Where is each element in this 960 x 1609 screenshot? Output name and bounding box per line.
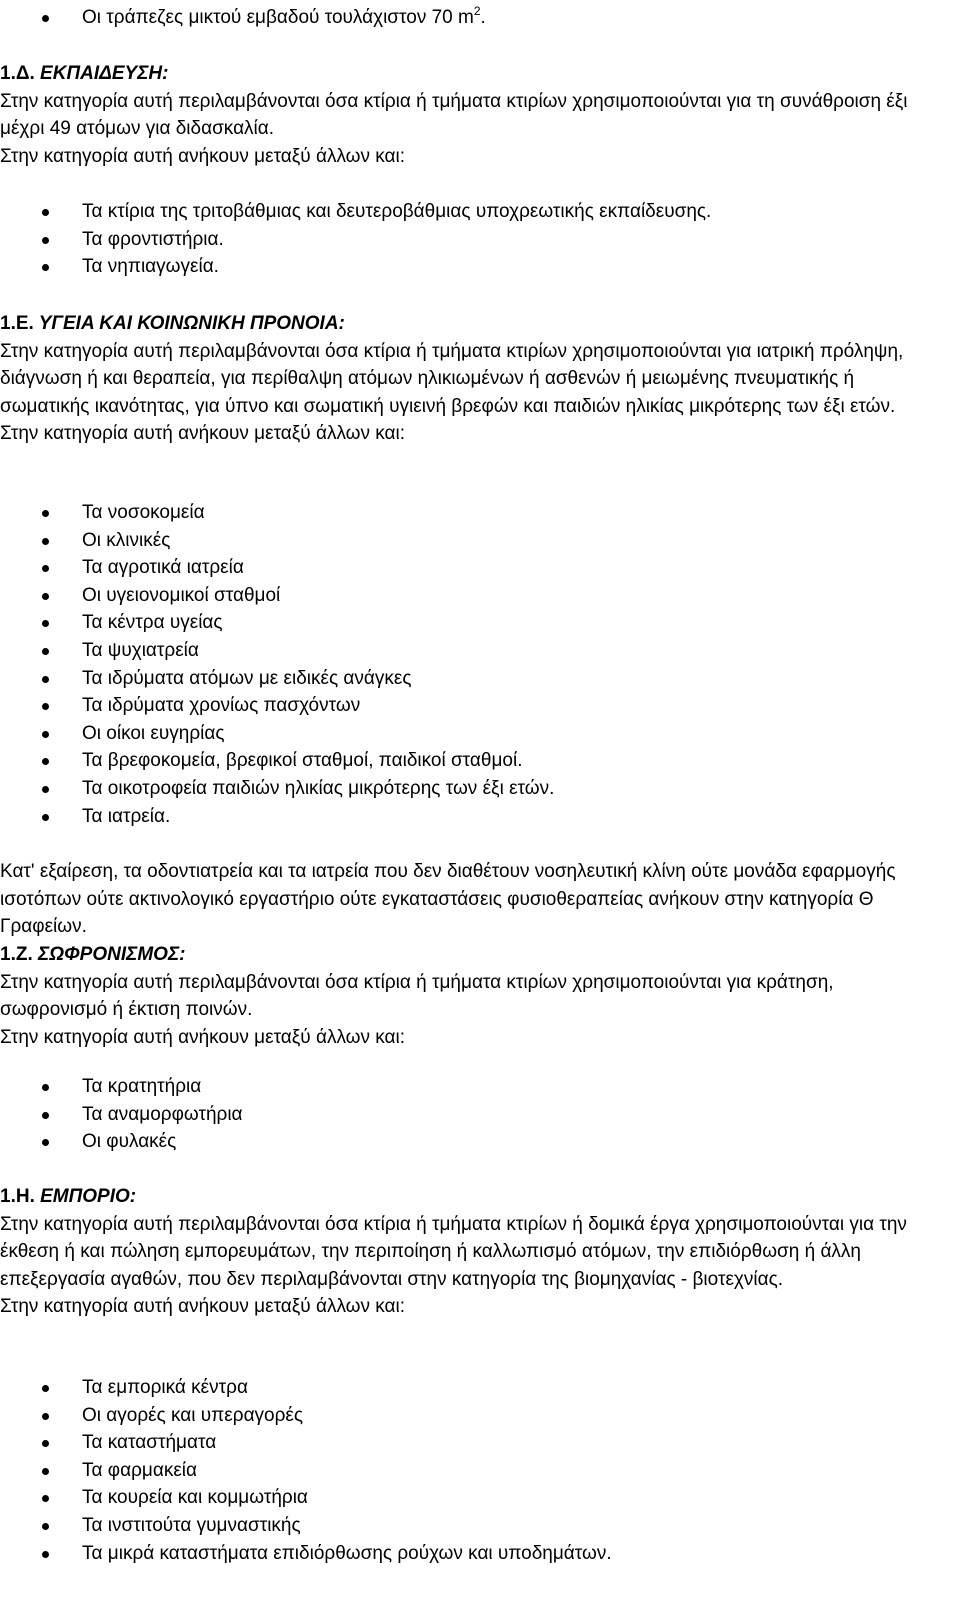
- section-description: Στην κατηγορία αυτή περιλαμβάνονται όσα κτίρια ή τμήματα κτιρίων χρησιμοποιούνται για τη συνάθροιση έξι μέχρι 49 ατόμων για διδασκαλία.: [0, 90, 908, 140]
- list-item-text: Τα ινστιτούτα γυμναστικής: [82, 1514, 301, 1536]
- bullet-icon: [42, 814, 49, 821]
- section-education-list: [0, 198, 930, 281]
- list-item: [0, 637, 930, 665]
- section-corrections-list: [0, 1073, 930, 1156]
- list-item: [0, 554, 930, 582]
- section-heading: 1.Ε. ΥΓΕΙΑ ΚΑΙ ΚΟΙΝΩΝΙΚΗ ΠΡΟΝΟΙΑ:: [0, 313, 345, 334]
- list-item-text: Οι φυλακές: [82, 1131, 177, 1153]
- section-intro: Στην κατηγορία αυτή ανήκουν μεταξύ άλλων και:: [0, 1026, 406, 1048]
- bullet-icon: [42, 538, 49, 545]
- section-commerce-list: [0, 1374, 930, 1567]
- list-item: [0, 527, 930, 555]
- list-item: [0, 1128, 930, 1156]
- section-commerce: [0, 1183, 930, 1321]
- list-item: Οι τράπεζες μικτού εμβαδού τουλάχιστον 70 $m^2$.: [0, 4, 930, 32]
- section-note: Κατ' εξαίρεση, τα οδοντιατρεία και τα ιατρεία που δεν διαθέτουν νοσηλευτική κλίνη ούτε μονάδα εφαρμογής ισοτόπων ούτε ακτινολογικό εργαστήριο ούτε εγκαταστάσεις φυσιοθεραπείας ανήκουν στην κατηγορία Θ Γραφείων.: [0, 861, 896, 938]
- section-description: Στην κατηγορία αυτή περιλαμβάνονται όσα κτίρια ή τμήματα κτιρίων χρησιμοποιούνται για ιατρική πρόληψη, διάγνωση ή και θεραπεία, για περίθαλψη ατόμων ηλικιωμένων ή ασθενών ή μειωμένης πνευματικής ή σωματικής ικανότητας, για ύπνο και σωματική υγιεινή βρεφών και παιδιών ηλικίας μικρότερης των έξι ετών.: [0, 340, 904, 417]
- list-item: [0, 582, 930, 610]
- list-item: [0, 692, 930, 720]
- list-item-text: Τα καταστήματα: [82, 1432, 217, 1454]
- section-health-list: [0, 499, 930, 830]
- list-item: [0, 775, 930, 803]
- section-description: Στην κατηγορία αυτή περιλαμβάνονται όσα κτίρια ή τμήματα κτιρίων ή δομικά έργα χρησιμοποιούνται για την έκθεση ή και πώληση εμπορευμάτων, την περιποίηση ή καλλωπισμό ατόμων, την επιδιόρθωση ή άλλη επεξεργασία αγαθών, που δεν περιλαμβάνονται στην κατηγορία της βιομηχανίας - βιοτεχνίας.: [0, 1213, 907, 1290]
- bullet-icon: [42, 676, 49, 683]
- list-item-text: Τα κτίρια της τριτοβάθμιας και δευτεροβάθμιας υποχρεωτικής εκπαίδευσης.: [82, 201, 712, 222]
- list-item-text: Τα ψυχιατρεία: [82, 639, 199, 661]
- bullet-icon: [42, 758, 49, 765]
- list-item: [0, 253, 930, 281]
- section-heading: 1.Ζ. ΣΩΦΡΟΝΙΣΜΟΣ:: [0, 944, 186, 965]
- bullet-icon: [42, 648, 49, 655]
- bullet-icon: [42, 510, 49, 517]
- bullet-icon: [42, 1495, 49, 1502]
- list-item: [0, 1374, 930, 1402]
- bullet-icon: [42, 1551, 49, 1558]
- list-item: [0, 1101, 930, 1129]
- bullet-list: [0, 499, 930, 830]
- section-intro: Στην κατηγορία αυτή ανήκουν μεταξύ άλλων και:: [0, 423, 406, 445]
- section-description: Στην κατηγορία αυτή περιλαμβάνονται όσα κτίρια ή τμήματα κτιρίων χρησιμοποιούνται για κράτηση, σωφρονισμό ή έκτιση ποινών.: [0, 971, 834, 1021]
- list-item-text: Τα αγροτικά ιατρεία: [82, 557, 244, 579]
- bullet-icon: [42, 731, 49, 738]
- bullet-icon: [42, 1440, 49, 1447]
- top-list: [0, 4, 930, 32]
- list-item-text: Τα κέντρα υγείας: [82, 612, 223, 634]
- bullet-list: [0, 1073, 930, 1156]
- list-item: [0, 747, 930, 775]
- bullet-icon: [42, 786, 49, 793]
- bullet-icon: [42, 1523, 49, 1530]
- bullet-list: [0, 198, 930, 281]
- section-corrections: [0, 941, 930, 1051]
- list-item-text: Τα βρεφοκομεία, βρεφικοί σταθμοί, παιδικοί σταθμοί.: [82, 750, 523, 772]
- bullet-icon: [42, 565, 49, 572]
- list-item: [0, 499, 930, 527]
- list-item-text: Τα νηπιαγωγεία.: [82, 256, 219, 278]
- bullet-icon: [42, 1385, 49, 1392]
- bullet-icon: [42, 1112, 49, 1119]
- bullet-list: [0, 1374, 930, 1567]
- list-item: [0, 1457, 930, 1485]
- list-item-text: Οι υγειονομικοί σταθμοί: [82, 584, 281, 606]
- bullet-icon: [42, 237, 49, 244]
- list-item-text: Τα οικοτροφεία παιδιών ηλικίας μικρότερης των έξι ετών.: [82, 777, 555, 799]
- list-item: [0, 803, 930, 831]
- list-item: [0, 198, 930, 226]
- section-heading: 1.Η. ΕΜΠΟΡΙΟ:: [0, 1186, 137, 1207]
- section-health: [0, 310, 930, 448]
- list-item: [0, 609, 930, 637]
- section-heading: 1.Δ. ΕΚΠΑΙΔΕΥΣΗ:: [0, 63, 169, 84]
- section-intro: Στην κατηγορία αυτή ανήκουν μεταξύ άλλων και:: [0, 145, 406, 167]
- list-item-text: Τα φαρμακεία: [82, 1459, 198, 1481]
- list-item-text: Τα αναμορφωτήρια: [82, 1103, 243, 1125]
- list-item-text: Οι αγορές και υπεραγορές: [82, 1404, 304, 1426]
- list-item: [0, 1512, 930, 1540]
- bullet-icon: [42, 15, 49, 22]
- bullet-icon: [42, 620, 49, 627]
- bullet-icon: [42, 264, 49, 271]
- list-item: [0, 226, 930, 254]
- list-item-text: Τα φροντιστήρια.: [82, 228, 224, 250]
- list-item: [0, 665, 930, 693]
- list-item: [0, 1073, 930, 1101]
- list-item-text: Τα κρατητήρια: [82, 1076, 202, 1097]
- list-item-text: Οι κλινικές: [82, 529, 171, 551]
- list-item-text: Τα ιδρύματα ατόμων με ειδικές ανάγκες: [82, 667, 412, 689]
- bullet-icon: [42, 593, 49, 600]
- list-item-text: Τα μικρά καταστήματα επιδιόρθωσης ρούχων και υποδημάτων.: [82, 1542, 612, 1564]
- bullet-icon: [42, 1139, 49, 1146]
- bullet-icon: [42, 1468, 49, 1475]
- list-item: [0, 1429, 930, 1457]
- list-item-text: Οι οίκοι ευγηρίας: [82, 722, 225, 744]
- bullet-icon: [42, 703, 49, 710]
- list-item-text: Τα νοσοκομεία: [82, 502, 205, 523]
- list-item: [0, 1402, 930, 1430]
- bullet-icon: [42, 1413, 49, 1420]
- list-item: [0, 720, 930, 748]
- section-education: [0, 60, 930, 170]
- section-health-note: [0, 858, 930, 941]
- section-intro: Στην κατηγορία αυτή ανήκουν μεταξύ άλλων και:: [0, 1296, 406, 1318]
- list-item: [0, 1484, 930, 1512]
- list-item-text: Τα ιδρύματα χρονίως πασχόντων: [82, 695, 361, 717]
- list-item-text: Τα κουρεία και κομμωτήρια: [82, 1487, 308, 1509]
- list-item-text: Τα ιατρεία.: [82, 805, 171, 827]
- list-item: [0, 1540, 930, 1568]
- list-item-text: Τα εμπορικά κέντρα: [82, 1377, 248, 1398]
- bullet-icon: [42, 1084, 49, 1091]
- bullet-icon: [42, 209, 49, 216]
